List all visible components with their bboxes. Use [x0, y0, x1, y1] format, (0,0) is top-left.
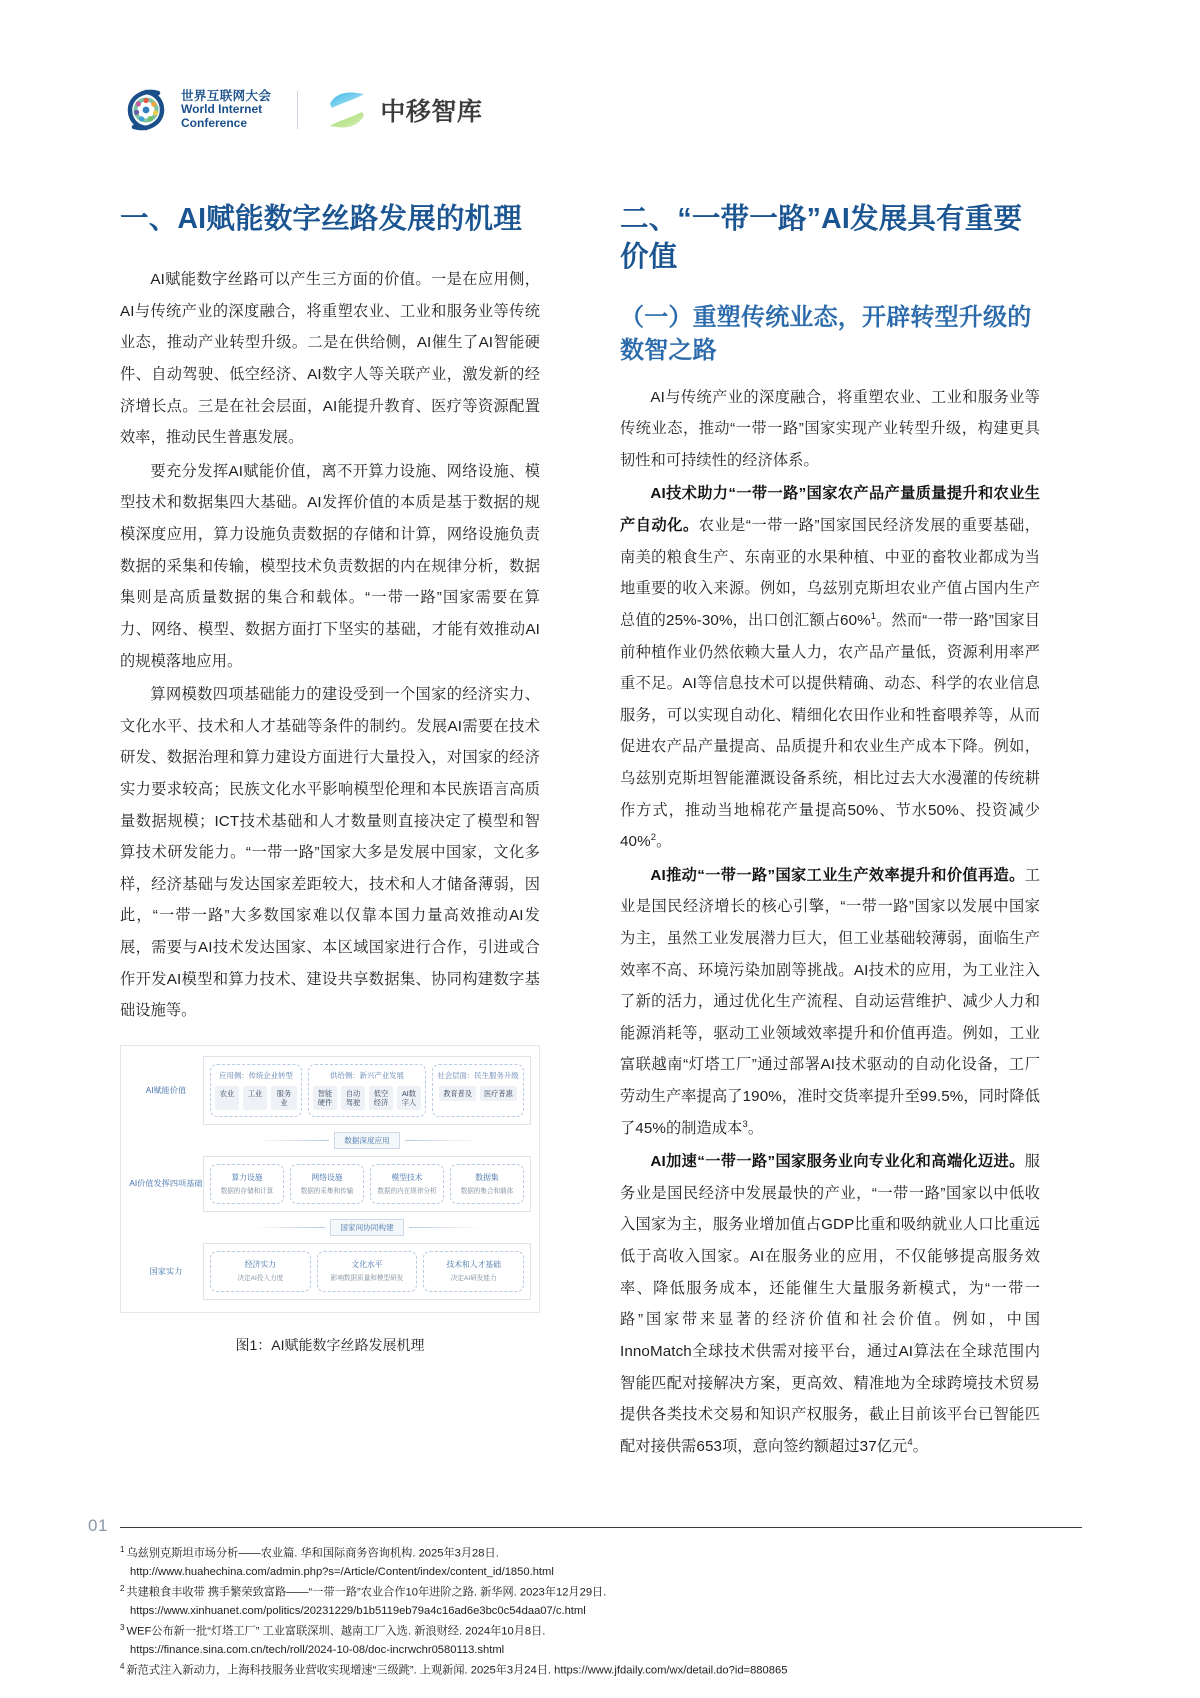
- paragraph-agriculture: [620, 478, 1040, 857]
- figure-cell-title: 网络设施: [311, 1172, 343, 1182]
- figure-cell-subtitle: 数据的集合和载体: [460, 1187, 514, 1195]
- right-column: [620, 200, 1040, 1464]
- paragraph-lead: AI技术助力“一带一路”国家农产品产量质量提升和农业生产自动化。: [620, 485, 1040, 535]
- figure-chip: 服务业: [271, 1086, 297, 1110]
- connector-line-left: [251, 1227, 325, 1228]
- paragraph: [620, 382, 1040, 477]
- paragraph-text-2: 。然而“一带一路”国家目前种植作业仍然依赖大量人力，农产品产量低，资源利用率严重不足。AI等信息技术可以提供精确、动态、科学的农业信息服务，可以实现自动化、精细化农田作业和牲畜喂养等，从而促进农产品产量提高、品质提升和农业生产成本下降。例如，乌兹别克斯坦智能灌溉设备系统，相比过去大水漫灌的传统耕作方式，推动当地棉花产量提高50%、节水50%、投资减少40%: [620, 611, 1040, 851]
- figure-cell-title: 数据集: [475, 1172, 499, 1182]
- subsection-title: （一）重塑传统业态，开辟转型升级的数智之路: [620, 304, 1032, 364]
- cmcc-wordmark: 中移智库: [380, 98, 483, 126]
- paragraph-services: [620, 1146, 1040, 1462]
- left-column: [120, 200, 540, 1355]
- figure-row-value: [129, 1056, 531, 1125]
- paragraph: 算网模数四项基础能力的建设受到一个国家的经济实力、文化水平、技术和人才基础等条件的制约。发展AI需要在技术研发、数据治理和算力建设方面进行大量投入，对国家的经济实力要求较高；民族文化水平影响模型伦理和本民族语言高质量数据规模；ICT技术基础和人才数量则直接决定了模型和智算技术研发能力。“一带一路”国家大多是发展中国家，文化多样，经济基础与发达国家差距较大，技术和人才储备薄弱，因此，“一带一路”大多数国家难以仅靠本国力量高效推动AI发展，需要与AI技术发达国家、本区域国家进行合作，引进或合作开发AI模型和算力技术、建设共享数据集、协同构建数字基础设施等。: [120, 686, 540, 1020]
- footnote-ref: 2: [650, 832, 657, 844]
- connector-line-right: [409, 1227, 483, 1228]
- page-number: 01: [88, 1516, 108, 1535]
- connector-label: 国家间协同构建: [330, 1219, 403, 1236]
- figure-cell-talent: [423, 1251, 524, 1292]
- figure-group-application: [210, 1064, 302, 1117]
- paragraph: 要充分发挥AI赋能价值，离不开算力设施、网络设施、模型技术和数据集四大基础。AI发挥价值的本质是基于数据的规模深度应用，算力设施负责数据的存储和计算，网络设施负责数据的采集和传输，模型技术负责数据的内在规律分析，数据集则是高质量数据的集合和载体。“一带一路”国家需要在算力、网络、模型、数据方面打下坚实的基础，才能有效推动AI的规模落地应用。: [120, 462, 540, 670]
- footnote-marker: 2: [120, 1584, 125, 1594]
- wic-name-cn: 世界互联网大会: [181, 88, 272, 103]
- figure-row-label: AI赋能价值: [145, 1085, 187, 1095]
- figure-cell-subtitle: 数据的内在规律分析: [377, 1187, 437, 1195]
- figure-chip: 自动驾驶: [341, 1086, 365, 1110]
- figure-row-panel: [203, 1243, 531, 1300]
- figure-chip-list: [437, 1086, 519, 1101]
- figure-cell-economy: [210, 1251, 311, 1292]
- figure-chip: 工业: [243, 1086, 267, 1110]
- figure-cell-subtitle: 决定AI研发能力: [450, 1275, 497, 1283]
- paragraph-industry: [620, 860, 1040, 1144]
- footnote-url[interactable]: http://www.huahechina.com/admin.php?s=/Article/Content/index/content_id/1850.html: [130, 1565, 554, 1578]
- figure-group-society: [432, 1064, 524, 1117]
- paragraph-text: 工业是国民经济增长的核心引擎，“一带一路”国家以发展中国家为主，虽然工业发展潜力巨大，但工业基础较薄弱，面临生产效率不高、环境污染加剧等挑战。AI技术的应用，为工业注入了新的活力，通过优化生产流程、自动运营维护、减少人力和能源消耗等，驱动工业领域效率提升和价值再造。例如，工业富联越南“灯塔工厂”通过部署AI技术驱动的自动化设备，工厂劳动生产率提高了190%，准时交货率提升至99.5%，同时降低了45%的制造成本: [620, 866, 1040, 1137]
- figure-connector-country-collaboration: [203, 1219, 531, 1236]
- paragraph-text-3: 。: [656, 833, 672, 851]
- footnote-list: [120, 1544, 1100, 1682]
- connector-line-right: [405, 1140, 479, 1141]
- figure-cell-title: 算力设施: [231, 1172, 263, 1182]
- footnote-marker: 4: [120, 1662, 125, 1672]
- figure-chip-list: [215, 1086, 297, 1110]
- wic-wordmark: [181, 89, 271, 131]
- footnote-text: 共建粮食丰收带 携手繁荣致富路——“一带一路”农业合作10年进阶之路. 新华网. 2023年12月29日.: [126, 1586, 607, 1599]
- paragraph-text: 农业是“一带一路”国家国民经济发展的重要基础，南美的粮食生产、东南亚的水果种植、中亚的畜牧业都成为当地重要的收入来源。例如，乌兹别克斯坦农业产值占国内生产总值的25%-30%，出口创汇额占60%: [620, 517, 1040, 629]
- paragraph: AI赋能数字丝路可以产生三方面的价值。一是在应用侧，AI与传统产业的深度融合，将重塑农业、工业和服务业等传统业态，推动产业转型升级。二是在供给侧，AI催生了AI智能硬件、自动驾驶、低空经济、AI数字人等关联产业，激发新的经济增长点。三是在社会层面，AI能提升教育、医疗等资源配置效率，推动民生普惠发展。: [120, 271, 540, 447]
- footnote-item: [120, 1583, 1100, 1620]
- figure-group-title: 供给侧：新兴产业发展: [330, 1070, 404, 1080]
- footnote-text: WEF公布新一批“灯塔工厂” 工业富联深圳、越南工厂入选. 新浪财经. 2024年10月8日.: [126, 1625, 546, 1638]
- world-internet-conference-logo: [120, 84, 271, 136]
- figure-cell-subtitle: 影响数据质量和模型研发: [330, 1275, 404, 1283]
- figure-1: [120, 1045, 540, 1355]
- figure-group-title: 应用侧：传统企业转型: [219, 1070, 293, 1080]
- footnote-ref: 3: [742, 1118, 748, 1130]
- footnote-marker: 3: [120, 1623, 125, 1633]
- paragraph-text: 服务业是国民经济中发展最快的产业，“一带一路”国家以中低收入国家为主，服务业增加值占GDP比重和吸纳就业人口比重远低于高收入国家。AI在服务业的应用，不仅能够提高服务效率、降低服务成本，还能催生大量服务新模式，为“一带一路”国家带来显著的经济价值和社会价值。例如，中国InnoMatch全球技术供需对接平台，通过AI算法在全球范围内智能匹配对接解决方案，更高效、精准地为全球跨境技术贸易提供各类技术交易和知识产权服务，截止目前该平台已智能匹配对接供需653项，意向签约额超过37亿元: [620, 1153, 1040, 1455]
- connector-line-left: [255, 1140, 329, 1141]
- paragraph-text-2: 。: [747, 1119, 764, 1137]
- paragraph-text: AI与传统产业的深度融合，将重塑农业、工业和服务业等传统业态，推动“一带一路”国家实现产业转型升级，构建更具韧性和可持续性的经济体系。: [620, 388, 1040, 469]
- figure-group-title: 社会层面：民生服务升级: [437, 1070, 519, 1080]
- figure-chip-list: [313, 1086, 421, 1110]
- figure-caption: 图1：AI赋能数字丝路发展机理: [235, 1336, 425, 1353]
- footnote-text: 乌兹别克斯坦市场分析——农业篇. 华和国际商务咨询机构. 2025年3月28日.: [126, 1547, 499, 1560]
- footnote-ref: 4: [907, 1436, 913, 1448]
- figure-cell-title: 经济实力: [244, 1260, 276, 1270]
- figure-cell-title: 技术和人才基础: [446, 1260, 501, 1270]
- footnote-url[interactable]: https://www.xinhuanet.com/politics/20231229/b1b5119eb79a4c16ad6e3bc0c54daa07/c.html: [130, 1604, 586, 1617]
- figure-cell-subtitle: 数据的采集和传输: [300, 1187, 354, 1195]
- paragraph-lead: AI推动“一带一路”国家工业生产效率提升和价值再造。: [650, 866, 1025, 884]
- footnote-marker: 1: [120, 1545, 125, 1554]
- footnote-ref: 1: [870, 610, 877, 622]
- figure-cell-dataset: [450, 1164, 524, 1205]
- wic-globe-icon: [120, 84, 172, 136]
- page-title-section-one: 一、AI赋能数字丝路发展的机理: [120, 203, 523, 235]
- figure-chip: 低空经济: [369, 1086, 393, 1110]
- paragraph-lead: AI加速“一带一路”国家服务业向专业化和高端化迈进。: [650, 1153, 1025, 1171]
- figure-chip: 智能硬件: [313, 1086, 337, 1110]
- figure-cell-compute: [210, 1164, 284, 1205]
- wic-name-en-line2: Conference: [181, 116, 248, 131]
- page-title-section-two: 二、“一带一路”AI发展具有重要价值: [620, 203, 1023, 274]
- figure-cell-network: [290, 1164, 364, 1205]
- figure-row-label: AI价值发挥四项基础: [129, 1179, 203, 1189]
- footnote-item: [120, 1622, 1100, 1659]
- figure-connector-data-application: [203, 1132, 531, 1149]
- footnote-item: [120, 1661, 1100, 1680]
- figure-row-panel: [203, 1156, 531, 1213]
- figure-chip: 医疗普惠: [480, 1086, 517, 1101]
- wic-name-en-line1: World Internet: [181, 102, 263, 117]
- figure-chip: AI数字人: [397, 1086, 421, 1110]
- figure-cell-subtitle: 决定AI投入力度: [237, 1275, 284, 1283]
- figure-cell-title: 文化水平: [351, 1260, 383, 1270]
- figure-row-national-strength: [129, 1243, 531, 1300]
- figure-cell-model: [370, 1164, 444, 1205]
- figure-chip: 农业: [215, 1086, 239, 1110]
- logo-divider: [297, 91, 298, 129]
- figure-chip: 教育普及: [439, 1086, 476, 1101]
- connector-label: 数据深度应用: [334, 1132, 400, 1149]
- figure-row-label: 国家实力: [149, 1266, 183, 1276]
- footnote-text: 新范式注入新动力，上海科技服务业营收实现增速“三级跳”. 上观新闻. 2025年3月24日. https://www.jfdaily.com/wx/detail.do?id=880865: [126, 1664, 788, 1677]
- footnote-item: [120, 1544, 1100, 1581]
- figure-diagram: [120, 1045, 540, 1313]
- paragraph-text-2: 。: [912, 1437, 929, 1455]
- figure-cell-culture: [317, 1251, 418, 1292]
- figure-row-panel: [203, 1056, 531, 1125]
- figure-row-foundations: [129, 1156, 531, 1213]
- footnote-url[interactable]: https://finance.sina.com.cn/tech/roll/2024-10-08/doc-incrwchr0580113.shtml: [130, 1643, 505, 1656]
- figure-cell-subtitle: 数据的存储和计算: [220, 1187, 274, 1195]
- page-header: [120, 84, 482, 136]
- cmcc-swoosh-icon: [324, 88, 370, 132]
- cmcc-think-tank-logo: [324, 88, 482, 132]
- figure-group-supply: [308, 1064, 426, 1117]
- figure-cell-title: 模型技术: [391, 1172, 423, 1182]
- footer-divider: [120, 1527, 1082, 1528]
